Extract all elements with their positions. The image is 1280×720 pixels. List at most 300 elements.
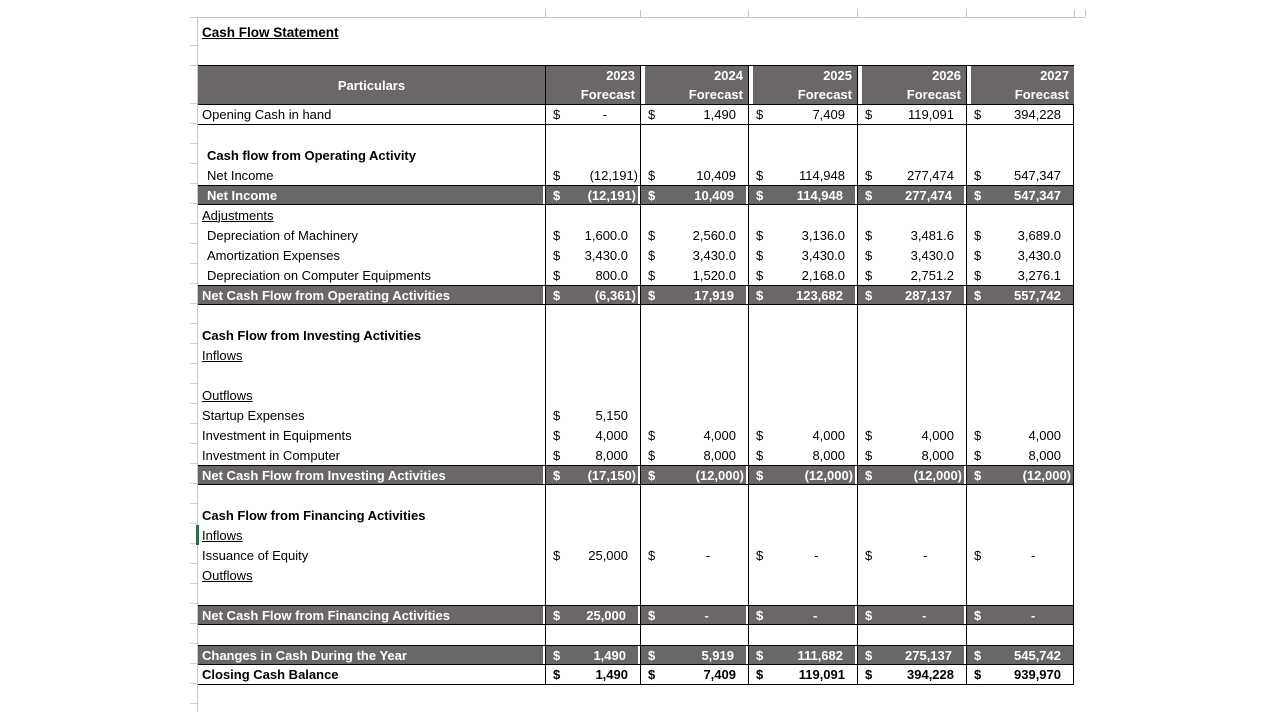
value-cell[interactable]	[857, 105, 966, 124]
value-cell[interactable]	[748, 105, 857, 124]
blank-cell[interactable]	[198, 625, 545, 645]
blank-cell[interactable]	[748, 525, 857, 545]
cell-value: 939,970	[1014, 667, 1061, 682]
cell-value: 3,481.6	[910, 227, 954, 243]
blank-cell[interactable]	[748, 505, 857, 525]
currency-symbol: $	[553, 447, 561, 463]
blank-cell[interactable]	[966, 525, 1074, 545]
value-cell[interactable]	[748, 646, 857, 664]
value-cell[interactable]	[640, 225, 748, 245]
table-row	[198, 605, 1074, 625]
cell-value: 7,409	[812, 107, 845, 122]
value-cell[interactable]	[857, 245, 966, 265]
blank-cell[interactable]	[198, 125, 545, 145]
cell-value: 8,000	[812, 447, 845, 463]
cell-value: 114,948	[796, 187, 843, 203]
blank-cell[interactable]	[748, 325, 857, 345]
table-row	[198, 345, 1074, 365]
cell-value: -	[814, 547, 819, 563]
blank-cell[interactable]	[545, 125, 640, 145]
left-row-ticks	[190, 103, 197, 704]
column-tick	[857, 10, 858, 17]
forecast-header-cell[interactable]: Forecast	[966, 85, 1074, 104]
cell-value: 10,409	[694, 187, 734, 203]
value-cell[interactable]	[966, 245, 1074, 265]
table-row	[198, 465, 1074, 485]
cell-value: 3,430.0	[910, 247, 954, 263]
blank-cell[interactable]	[748, 385, 857, 405]
table-row	[198, 285, 1074, 305]
row-label-cell[interactable]: Net Cash Flow from Operating Activities	[198, 286, 545, 304]
value-cell[interactable]	[966, 545, 1074, 565]
forecast-header-cell[interactable]: Forecast	[545, 85, 640, 104]
table-row	[198, 425, 1074, 445]
blank-cell[interactable]	[748, 625, 857, 645]
blank-cell[interactable]	[857, 585, 966, 605]
blank-cell[interactable]	[966, 125, 1074, 145]
table-row	[198, 525, 1074, 545]
value-cell[interactable]	[640, 545, 748, 565]
blank-cell[interactable]	[857, 525, 966, 545]
blank-cell[interactable]	[198, 585, 545, 605]
row-label-cell[interactable]: Opening Cash in hand	[202, 107, 332, 122]
cell-value: -	[1031, 607, 1036, 623]
year-header-cell[interactable]: 2024	[640, 66, 748, 85]
value-cell[interactable]	[748, 245, 857, 265]
blank-cell[interactable]	[966, 325, 1074, 345]
cell-value: -	[602, 107, 607, 122]
blank-cell[interactable]	[857, 365, 966, 385]
value-cell[interactable]	[545, 225, 640, 245]
blank-cell[interactable]	[857, 145, 966, 165]
blank-cell[interactable]	[748, 405, 857, 425]
cell-value: 2,168.0	[801, 267, 845, 283]
column-tick	[545, 10, 546, 17]
blank-cell[interactable]	[198, 485, 545, 505]
blank-cell[interactable]	[545, 145, 640, 165]
row-label-cell[interactable]: Depreciation on Computer Equipments	[207, 267, 432, 283]
value-cell[interactable]	[545, 405, 640, 425]
blank-cell[interactable]	[966, 405, 1074, 425]
currency-symbol: $	[974, 187, 982, 203]
row-label-cell[interactable]: Cash flow from Operating Activity	[207, 147, 416, 163]
value-cell[interactable]	[545, 545, 640, 565]
row-label-cell[interactable]: Outflows	[202, 567, 253, 583]
cell-value: 4,000	[921, 427, 954, 443]
cell-value: (12,000)	[1022, 467, 1071, 483]
cell-value: 3,430.0	[1017, 247, 1061, 263]
cell-value: 1,600.0	[584, 227, 628, 243]
row-label-cell[interactable]: Inflows	[198, 525, 545, 545]
blank-cell[interactable]	[640, 385, 748, 405]
value-cell[interactable]	[857, 545, 966, 565]
cell-value: 1,490	[703, 107, 736, 122]
blank-cell[interactable]	[857, 505, 966, 525]
cell-value: -	[923, 547, 928, 563]
value-cell[interactable]	[966, 665, 1074, 684]
cell-value: 5,919	[701, 647, 734, 663]
currency-symbol: $	[974, 427, 982, 443]
table-row	[198, 145, 1074, 165]
blank-cell[interactable]	[545, 585, 640, 605]
blank-cell[interactable]	[640, 205, 748, 225]
cell-value: 1,520.0	[692, 267, 736, 283]
blank-cell[interactable]	[748, 145, 857, 165]
currency-symbol: $	[648, 167, 656, 183]
currency-symbol: $	[756, 247, 764, 263]
value-cell[interactable]	[857, 466, 966, 484]
blank-cell[interactable]	[857, 325, 966, 345]
value-cell[interactable]	[545, 646, 640, 664]
table-row	[198, 245, 1074, 265]
currency-symbol: $	[865, 267, 873, 283]
blank-cell[interactable]	[640, 125, 748, 145]
blank-row	[198, 585, 1074, 605]
blank-cell[interactable]	[748, 585, 857, 605]
blank-cell[interactable]	[545, 525, 640, 545]
row-label-cell[interactable]: Investment in Computer	[202, 447, 341, 463]
currency-symbol: $	[756, 447, 764, 463]
cell-value: 287,137	[905, 287, 952, 303]
value-cell[interactable]	[545, 665, 640, 684]
value-cell[interactable]	[857, 165, 966, 185]
year-header-cell[interactable]: 2025	[748, 66, 857, 85]
blank-cell[interactable]	[857, 385, 966, 405]
left-row-tick	[190, 65, 197, 66]
blank-cell[interactable]	[966, 505, 1074, 525]
currency-symbol: $	[756, 187, 764, 203]
currency-symbol: $	[648, 447, 656, 463]
blank-cell[interactable]	[966, 305, 1074, 325]
blank-cell[interactable]	[857, 205, 966, 225]
currency-symbol: $	[974, 267, 982, 283]
blank-cell[interactable]	[640, 145, 748, 165]
value-cell[interactable]	[857, 186, 966, 204]
currency-symbol: $	[756, 167, 764, 183]
cell-value: 111,682	[797, 647, 843, 663]
blank-cell[interactable]	[545, 325, 640, 345]
cell-value: -	[813, 607, 818, 623]
value-cell[interactable]	[748, 265, 857, 285]
blank-cell[interactable]	[748, 205, 857, 225]
cell-value: 3,689.0	[1017, 227, 1061, 243]
currency-symbol: $	[974, 607, 982, 623]
value-cell[interactable]	[966, 225, 1074, 245]
cell-value: 119,091	[907, 107, 954, 122]
table-row	[198, 565, 1074, 585]
cell-value: 275,137	[905, 647, 952, 663]
value-cell[interactable]	[857, 646, 966, 664]
blank-cell[interactable]	[748, 125, 857, 145]
cell-value: 3,430.0	[692, 247, 736, 263]
blank-cell[interactable]	[857, 125, 966, 145]
currency-symbol: $	[865, 167, 873, 183]
row-label-cell[interactable]: Issuance of Equity	[202, 547, 309, 563]
cell-value: 547,347	[1014, 167, 1061, 183]
row-label-cell[interactable]: Inflows	[202, 347, 243, 363]
blank-cell[interactable]	[545, 625, 640, 645]
cell-value: 545,742	[1014, 647, 1061, 663]
column-tick	[748, 10, 749, 17]
value-cell[interactable]	[748, 425, 857, 445]
blank-cell[interactable]	[857, 625, 966, 645]
currency-symbol: $	[756, 607, 764, 623]
value-cell[interactable]	[748, 545, 857, 565]
table-row	[198, 225, 1074, 245]
row-label-cell[interactable]: Adjustments	[202, 207, 274, 223]
blank-cell[interactable]	[640, 305, 748, 325]
row-label-cell[interactable]: Amortization Expenses	[207, 247, 340, 263]
value-cell[interactable]	[545, 265, 640, 285]
cell-value: 557,742	[1014, 287, 1061, 303]
value-cell[interactable]	[966, 186, 1074, 204]
cell-value: 3,430.0	[801, 247, 845, 263]
blank-cell[interactable]	[198, 305, 545, 325]
blank-cell[interactable]	[640, 585, 748, 605]
value-cell[interactable]	[640, 606, 748, 624]
value-cell[interactable]	[640, 245, 748, 265]
value-cell[interactable]	[966, 646, 1074, 664]
cell-value: -	[705, 547, 710, 563]
value-cell[interactable]	[748, 186, 857, 204]
value-cell[interactable]	[545, 445, 640, 465]
cell-value: (12,191)	[589, 167, 638, 183]
row-label-cell[interactable]: Startup Expenses	[202, 407, 305, 423]
blank-cell[interactable]	[640, 505, 748, 525]
value-cell[interactable]	[857, 425, 966, 445]
table-row	[198, 185, 1074, 205]
table-row	[198, 645, 1074, 665]
value-cell[interactable]	[857, 286, 966, 304]
value-cell[interactable]	[545, 286, 640, 304]
row-label-cell[interactable]: Net Income	[198, 186, 545, 204]
value-cell[interactable]	[545, 245, 640, 265]
currency-symbol: $	[756, 667, 764, 682]
value-cell[interactable]	[640, 425, 748, 445]
value-cell[interactable]	[966, 165, 1074, 185]
table-row	[198, 405, 1074, 425]
blank-cell[interactable]	[545, 505, 640, 525]
table-row	[198, 265, 1074, 285]
blank-cell[interactable]	[966, 565, 1074, 585]
column-tick	[640, 10, 641, 17]
blank-cell[interactable]	[748, 305, 857, 325]
value-cell[interactable]	[966, 445, 1074, 465]
blank-cell[interactable]	[545, 345, 640, 365]
value-cell[interactable]	[748, 165, 857, 185]
value-cell[interactable]	[545, 466, 640, 484]
blank-cell[interactable]	[857, 565, 966, 585]
blank-cell[interactable]	[640, 405, 748, 425]
cell-value: 8,000	[1028, 447, 1061, 463]
blank-cell[interactable]	[545, 385, 640, 405]
cell-value: -	[1031, 547, 1036, 563]
blank-cell[interactable]	[966, 145, 1074, 165]
year-header-cell[interactable]: 2027	[966, 66, 1074, 85]
top-gridline	[190, 17, 1085, 18]
blank-cell[interactable]	[545, 565, 640, 585]
currency-symbol: $	[865, 447, 873, 463]
blank-cell[interactable]	[545, 305, 640, 325]
blank-cell[interactable]	[966, 365, 1074, 385]
cell-value: 5,150	[595, 407, 628, 423]
currency-symbol: $	[553, 647, 561, 663]
cell-value: 4,000	[812, 427, 845, 443]
value-cell[interactable]	[857, 606, 966, 624]
value-cell[interactable]	[748, 665, 857, 684]
forecast-header-cell[interactable]: Forecast	[748, 85, 857, 104]
currency-symbol: $	[756, 267, 764, 283]
blank-cell[interactable]	[966, 205, 1074, 225]
value-cell[interactable]	[748, 286, 857, 304]
blank-cell[interactable]	[545, 365, 640, 385]
value-cell[interactable]	[545, 425, 640, 445]
value-cell[interactable]	[640, 445, 748, 465]
forecast-header-cell[interactable]: Forecast	[857, 85, 966, 104]
cell-value: 3,276.1	[1017, 267, 1061, 283]
left-row-tick	[190, 45, 197, 46]
cell-value: 7,409	[703, 667, 736, 682]
cell-value: (12,000)	[695, 467, 744, 483]
blank-row	[198, 125, 1074, 145]
currency-symbol: $	[865, 187, 873, 203]
cell-value: 25,000	[588, 547, 628, 563]
currency-symbol: $	[974, 667, 982, 682]
blank-cell[interactable]	[545, 485, 640, 505]
value-cell[interactable]	[640, 665, 748, 684]
row-label-cell[interactable]: Net Cash Flow from Financing Activities	[198, 606, 545, 624]
row-label-cell[interactable]: Investment in Equipments	[202, 427, 352, 443]
row-label-cell[interactable]: Net Income	[207, 167, 274, 183]
row-label-cell[interactable]: Outflows	[202, 387, 253, 403]
blank-cell[interactable]	[748, 485, 857, 505]
currency-symbol: $	[648, 247, 656, 263]
row-label-cell[interactable]: Cash Flow from Investing Activities	[202, 327, 422, 343]
blank-cell[interactable]	[857, 405, 966, 425]
value-cell[interactable]	[966, 286, 1074, 304]
value-cell[interactable]	[857, 265, 966, 285]
row-label-cell[interactable]: Depreciation of Machinery	[207, 227, 359, 243]
value-cell[interactable]	[748, 445, 857, 465]
year-header-cell[interactable]: 2023	[545, 66, 640, 85]
currency-symbol: $	[648, 107, 656, 122]
cell-value: 10,409	[696, 167, 736, 183]
blank-cell[interactable]	[748, 345, 857, 365]
value-cell[interactable]	[748, 466, 857, 484]
currency-symbol: $	[648, 187, 656, 203]
cell-value: 800.0	[595, 267, 628, 283]
value-cell[interactable]	[640, 165, 748, 185]
blank-row	[198, 305, 1074, 325]
blank-cell[interactable]	[966, 345, 1074, 365]
currency-symbol: $	[756, 107, 764, 122]
blank-cell[interactable]	[857, 345, 966, 365]
blank-cell[interactable]	[966, 585, 1074, 605]
blank-cell[interactable]	[640, 325, 748, 345]
blank-cell[interactable]	[640, 565, 748, 585]
blank-cell[interactable]	[640, 625, 748, 645]
blank-cell[interactable]	[640, 485, 748, 505]
currency-symbol: $	[974, 287, 982, 303]
value-cell[interactable]	[966, 105, 1074, 124]
cell-value: 277,474	[907, 167, 954, 183]
value-cell[interactable]	[545, 105, 640, 124]
value-cell[interactable]	[640, 646, 748, 664]
blank-cell[interactable]	[966, 385, 1074, 405]
currency-symbol: $	[553, 267, 561, 283]
cell-value: 17,919	[694, 287, 734, 303]
value-cell[interactable]	[748, 225, 857, 245]
blank-cell[interactable]	[640, 365, 748, 385]
value-cell[interactable]	[640, 265, 748, 285]
value-cell[interactable]	[966, 606, 1074, 624]
row-label-cell[interactable]: Changes in Cash During the Year	[198, 646, 545, 664]
currency-symbol: $	[553, 407, 561, 423]
currency-symbol: $	[974, 447, 982, 463]
value-cell[interactable]	[545, 165, 640, 185]
currency-symbol: $	[756, 427, 764, 443]
particulars-header-cell[interactable]: Particulars	[198, 66, 545, 104]
value-cell[interactable]	[640, 186, 748, 204]
column-tick	[966, 10, 967, 17]
blank-cell[interactable]	[198, 365, 545, 385]
value-cell[interactable]	[640, 286, 748, 304]
row-label-cell[interactable]: Closing Cash Balance	[202, 667, 339, 682]
value-cell[interactable]	[857, 445, 966, 465]
row-label-cell[interactable]: Cash Flow from Financing Activities	[202, 507, 426, 523]
table-row	[198, 325, 1074, 345]
value-cell[interactable]	[966, 466, 1074, 484]
currency-symbol: $	[648, 467, 656, 483]
blank-cell[interactable]	[748, 565, 857, 585]
value-cell[interactable]	[545, 186, 640, 204]
blank-cell[interactable]	[640, 525, 748, 545]
table-row	[198, 445, 1074, 465]
forecast-header-cell[interactable]: Forecast	[640, 85, 748, 104]
blank-cell[interactable]	[640, 345, 748, 365]
cell-value: 8,000	[703, 447, 736, 463]
currency-symbol: $	[553, 107, 561, 122]
sheet-title-cell[interactable]: Cash Flow Statement	[202, 25, 339, 40]
row-label-cell[interactable]: Net Cash Flow from Investing Activities	[198, 466, 545, 484]
blank-cell[interactable]	[966, 625, 1074, 645]
value-cell[interactable]	[857, 665, 966, 684]
currency-symbol: $	[553, 467, 561, 483]
value-cell[interactable]	[857, 225, 966, 245]
currency-symbol: $	[553, 187, 561, 203]
value-cell[interactable]	[748, 606, 857, 624]
currency-symbol: $	[974, 547, 982, 563]
value-cell[interactable]	[640, 466, 748, 484]
currency-symbol: $	[974, 647, 982, 663]
blank-cell[interactable]	[545, 205, 640, 225]
year-header-cell[interactable]: 2026	[857, 66, 966, 85]
blank-cell[interactable]	[857, 485, 966, 505]
value-cell[interactable]	[966, 265, 1074, 285]
table-row	[198, 385, 1074, 405]
value-cell[interactable]	[640, 105, 748, 124]
blank-cell[interactable]	[966, 485, 1074, 505]
currency-symbol: $	[974, 467, 982, 483]
value-cell[interactable]	[966, 425, 1074, 445]
value-cell[interactable]	[545, 606, 640, 624]
blank-cell[interactable]	[857, 305, 966, 325]
currency-symbol: $	[865, 467, 873, 483]
currency-symbol: $	[553, 547, 561, 563]
currency-symbol: $	[974, 107, 982, 122]
cell-value: 8,000	[921, 447, 954, 463]
blank-cell[interactable]	[748, 365, 857, 385]
